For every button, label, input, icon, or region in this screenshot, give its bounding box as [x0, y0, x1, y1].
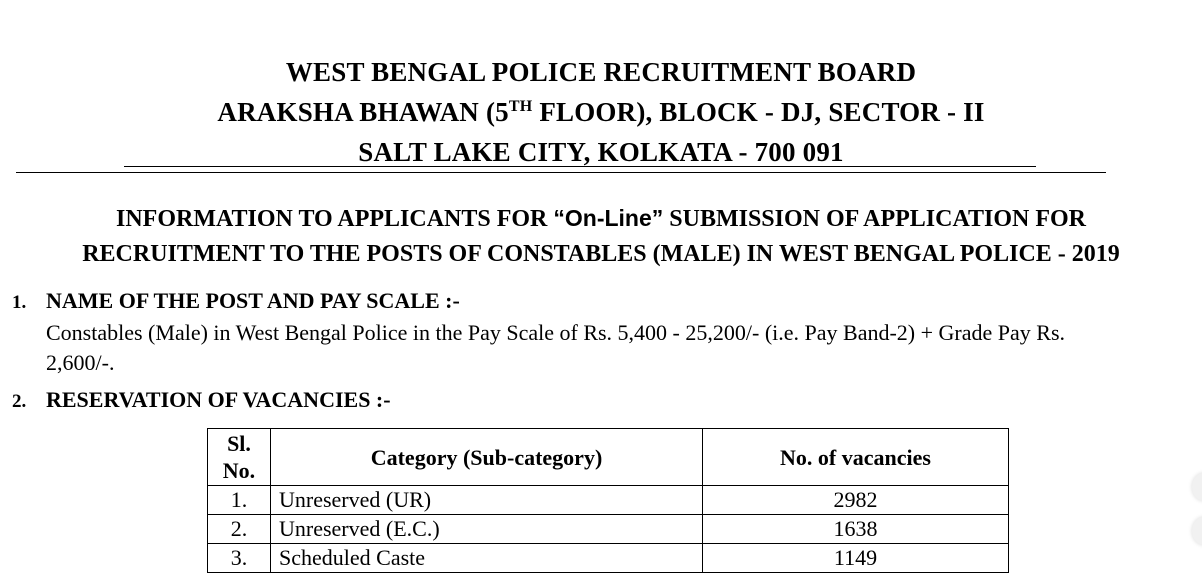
notice-title-line-2: RECRUITMENT TO THE POSTS OF CONSTABLES (MALE) IN WEST BENGAL POLICE - 2019	[82, 241, 1120, 267]
table-header-row	[208, 429, 1009, 486]
pay-scale-text-line-1: Constables (Male) in West Bengal Police in the Pay Scale of Rs. 5,400 - 25,200/- (i.e. Pay Band-2) + Grade Pay Rs.	[46, 320, 1066, 345]
board-name: WEST BENGAL POLICE RECRUITMENT BOARD	[285, 57, 917, 87]
header-underline	[124, 166, 1036, 167]
floor-ordinal-suffix: TH	[508, 98, 533, 115]
header-category: Category (Sub-category)	[271, 429, 703, 486]
cell-sl: 1.	[208, 486, 271, 515]
online-quoted-term: “On-Line”	[553, 205, 664, 231]
document-header	[0, 52, 1202, 172]
cell-vacancies: 1638	[703, 515, 1009, 544]
notice-title	[0, 201, 1202, 272]
header-sl-no: Sl. No.	[208, 429, 271, 486]
section-title: NAME OF THE POST AND PAY SCALE :-	[46, 288, 460, 313]
section-number: 2.	[12, 391, 27, 412]
pay-scale-text-line-2: 2,600/-.	[46, 350, 115, 375]
cell-category: Scheduled Caste	[271, 544, 703, 573]
table-row	[208, 544, 1009, 573]
header-divider	[16, 172, 1106, 173]
cell-sl: 2.	[208, 515, 271, 544]
vacancies-table	[207, 428, 1009, 573]
address-part-1: ARAKSHA BHAWAN (5	[217, 97, 509, 127]
viewer-zoom-in-control[interactable]	[1192, 473, 1202, 501]
section-1-heading	[12, 287, 460, 317]
cell-vacancies: 1149	[703, 544, 1009, 573]
cell-vacancies: 2982	[703, 486, 1009, 515]
board-address-line	[0, 92, 1202, 132]
board-city-line: SALT LAKE CITY, KOLKATA - 700 091	[358, 137, 844, 167]
table-row	[208, 486, 1009, 515]
section-1-body	[46, 318, 1202, 378]
section-2-heading	[12, 386, 391, 416]
address-part-2: FLOOR), BLOCK - DJ, SECTOR - II	[532, 97, 985, 127]
cell-category: Unreserved (UR)	[271, 486, 703, 515]
section-title: RESERVATION OF VACANCIES :-	[46, 387, 391, 412]
notice-title-line-1: INFORMATION TO APPLICANTS FOR “On-Line” SUBMISSION OF APPLICATION FOR	[116, 205, 1086, 232]
table-row	[208, 515, 1009, 544]
viewer-zoom-out-control[interactable]	[1192, 517, 1202, 545]
cell-sl: 3.	[208, 544, 271, 573]
header-vacancies: No. of vacancies	[703, 429, 1009, 486]
cell-category: Unreserved (E.C.)	[271, 515, 703, 544]
section-number: 1.	[12, 292, 27, 313]
